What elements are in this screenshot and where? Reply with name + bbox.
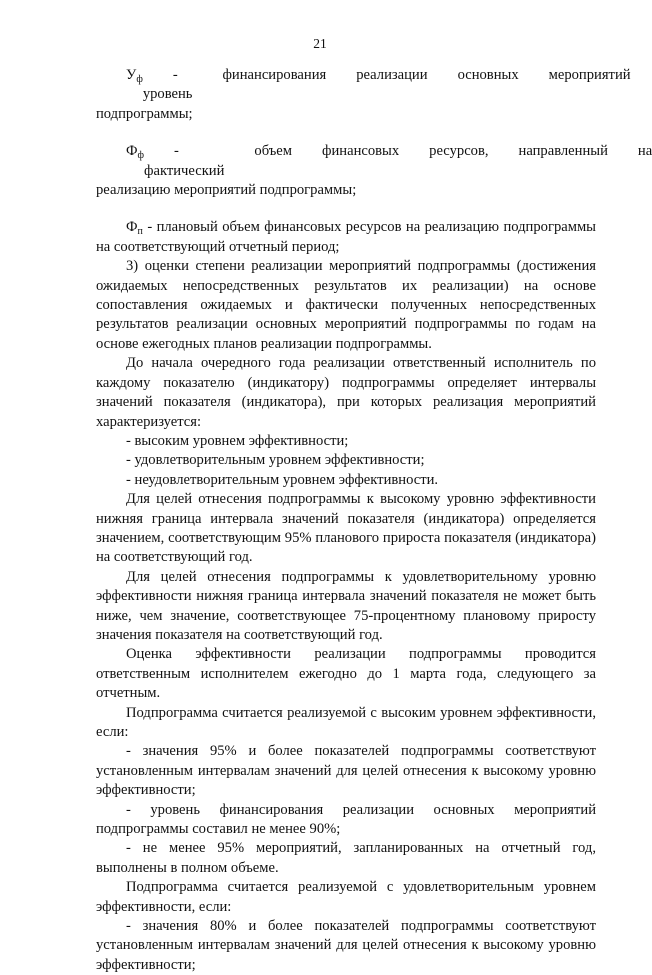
paragraph-item-3: 3) оценки степени реализации мероприятий подпрограммы (достижения ожидаемых непосредственных результатов их реализации) на основе сопоставления ожидаемых и фактически полученных непосредственных результатов реализации основных мероприятий подпрограммы по годам на основе ежегодных планов реализации подпрограммы. — [96, 258, 596, 352]
paragraph-satisfactory-boundary: Для целей отнесения подпрограммы к удовлетворительному уровню эффективности нижняя граница интервала значений показателя не может быть ниже, чем значение, соответствующее 75-процентному плановому приросту значения показателя на соответствующий год. — [96, 568, 596, 643]
list-item-satisfactory: - удовлетворительным уровнем эффективности; — [126, 452, 425, 469]
list-item-high: - высоким уровнем эффективности; — [126, 432, 349, 449]
uf-word: основных — [457, 67, 519, 83]
uf-word: - уровень — [142, 67, 193, 103]
definition-uf-line2: подпрограммы; — [96, 105, 193, 122]
uf-word: реализации — [356, 67, 428, 83]
ff-word: ресурсов, — [429, 143, 489, 160]
ff-word: объем — [254, 143, 293, 160]
ff-word: финансовых — [322, 143, 400, 160]
ff-word: - фактический — [144, 143, 225, 179]
criterion-high-2: - уровень финансирования реализации основных мероприятий подпрограммы составил не менее 90%; — [96, 801, 596, 838]
uf-word: мероприятий — [548, 67, 631, 83]
ff-word: на — [637, 143, 652, 160]
definition-ff-line2: реализацию мероприятий подпрограммы; — [96, 182, 357, 199]
definition-ff-line1 — [96, 142, 652, 181]
page-number: 21 — [313, 36, 327, 51]
paragraph-assessment: Оценка эффективности реализации подпрограммы проводится ответственным исполнителем ежегодно до 1 марта года, следующего за отчетным. — [96, 646, 596, 702]
criterion-high-3: - не менее 95% мероприятий, запланированных на отчетный год, выполнены в полном объеме. — [96, 840, 596, 876]
criterion-satisfactory-1: - значения 80% и более показателей подпрограммы соответствуют установленным интервалам значений для целей отнесения к высокому уровню эффективности; — [96, 918, 596, 973]
fp-text: - плановый объем финансовых ресурсов на реализацию подпрограммы на соответствующий отчетный период; — [96, 219, 596, 255]
list-item-unsatisfactory: - неудовлетворительным уровнем эффективности. — [126, 471, 439, 488]
criterion-high-1: - значения 95% и более показателей подпрограммы соответствуют установленным интервалам значений для целей отнесения к высокому уровню эффективности; — [96, 743, 596, 799]
paragraph-satisfactory-condition: Подпрограмма считается реализуемой с удовлетворительным уровнем эффективности, если: — [96, 879, 596, 915]
paragraph-before-year: До начала очередного года реализации ответственный исполнитель по каждому показателю (индикатору) подпрограммы определяет интервалы значений показателя (индикатора), при которых реализация мероприятий характеризуется: — [96, 355, 596, 430]
definition-uf-line1 — [96, 66, 631, 105]
definition-fp — [96, 218, 596, 257]
document-body — [96, 66, 652, 975]
uf-symbol: $У_ф$ — [126, 67, 143, 85]
uf-word: финансирования — [222, 67, 327, 83]
fp-symbol: $Ф_п$ — [126, 219, 143, 238]
ff-symbol: $Ф_ф$ — [126, 143, 145, 162]
ff-word: направленный — [518, 143, 608, 160]
paragraph-high-condition: Подпрограмма считается реализуемой с высоким уровнем эффективности, если: — [96, 704, 596, 740]
paragraph-high-boundary: Для целей отнесения подпрограммы к высокому уровню эффективности нижняя граница интервала значений показателя (индикатора) определяется значением, соответствующим 95% планового прироста показателя (индикатора) на соответствующий год. — [96, 491, 596, 566]
